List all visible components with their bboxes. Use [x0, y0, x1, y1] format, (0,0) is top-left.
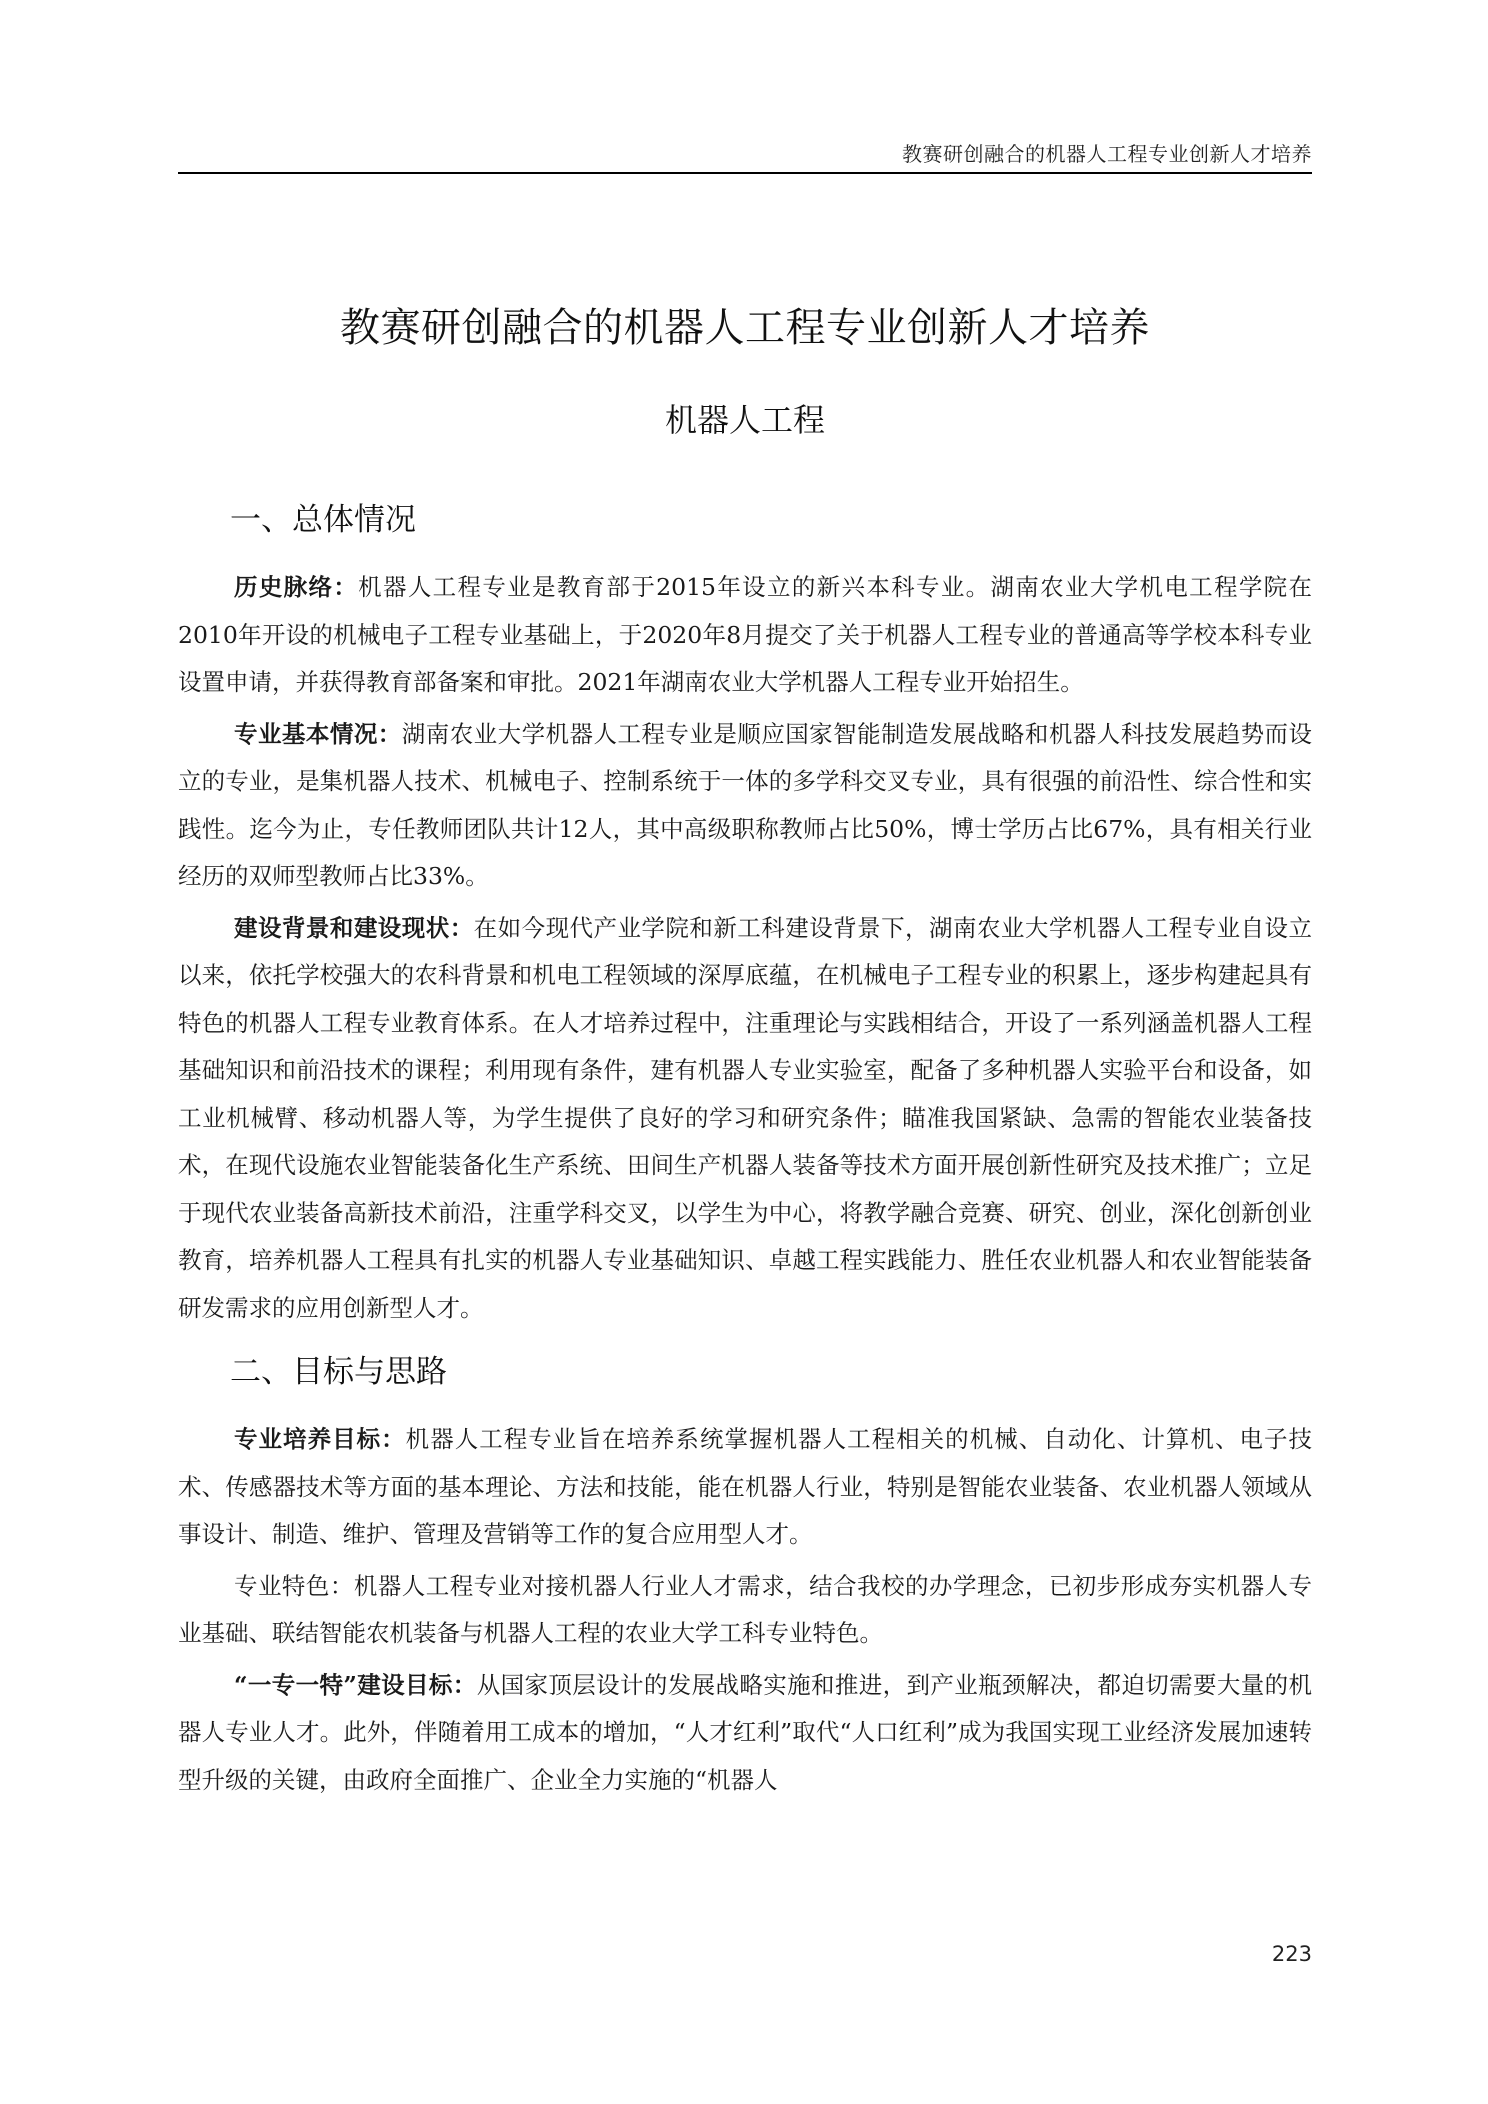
paragraph-text: 专业特色：机器人工程专业对接机器人行业人才需求，结合我校的办学理念，已初步形成夯实机器人专业基础、联结智能农机装备与机器人工程的农业大学工科专业特色。 [178, 1571, 1312, 1647]
paragraph-lead: 历史脉络： [234, 573, 359, 601]
running-header: 教赛研创融合的机器人工程专业创新人才培养 [902, 142, 1312, 166]
paragraph-background [178, 905, 1312, 1333]
paragraph-lead: 专业培养目标： [234, 1425, 406, 1453]
section-heading-goals: 二、目标与思路 [230, 1354, 447, 1390]
paragraph-text: 机器人工程专业是教育部于2015年设立的新兴本科专业。湖南农业大学机电工程学院在2010年开设的机械电子工程专业基础上，于2020年8月提交了关于机器人工程专业的普通高等学校本科专业设置申请，并获得教育部备案和审批。2021年湖南农业大学机器人工程专业开始招生。 [178, 573, 1312, 696]
paragraph-basic-info [178, 711, 1312, 901]
paragraph-construction-goal [178, 1662, 1312, 1805]
paragraph-features [178, 1563, 1312, 1658]
paragraph-history [178, 564, 1312, 707]
paragraph-lead: 建设背景和建设现状： [234, 913, 474, 942]
paragraph-text: 湖南农业大学机器人工程专业是顺应国家智能制造发展战略和机器人科技发展趋势而设立的专业，是集机器人技术、机械电子、控制系统于一体的多学科交叉专业，具有很强的前沿性、综合性和实践性。迄今为止，专任教师团队共计12人，其中高级职称教师占比50%，博士学历占比67%，具有相关行业经历的双师型教师占比33%。 [178, 719, 1313, 890]
paragraph-training-goal [178, 1416, 1312, 1559]
paragraph-lead: “一专一特”建设目标： [234, 1670, 477, 1699]
section-heading-overview: 一、总体情况 [230, 502, 416, 538]
document-title: 教赛研创融合的机器人工程专业创新人才培养 [340, 305, 1150, 351]
document-body [178, 490, 1312, 1808]
paragraph-text: 在如今现代产业学院和新工科建设背景下，湖南农业大学机器人工程专业自设立以来，依托学校强大的农科背景和机电工程领域的深厚底蕴，在机械电子工程专业的积累上，逐步构建起具有特色的机器人工程专业教育体系。在人才培养过程中，注重理论与实践相结合，开设了一系列涵盖机器人工程基础知识和前沿技术的课程；利用现有条件，建有机器人专业实验室，配备了多种机器人实验平台和设备，如工业机械臂、移动机器人等，为学生提供了良好的学习和研究条件；瞄准我国紧缺、急需的智能农业装备技术，在现代设施农业智能装备化生产系统、田间生产机器人装备等技术方面开展创新性研究及技术推广；立足于现代农业装备高新技术前沿，注重学科交叉，以学生为中心，将教学融合竞赛、研究、创业，深化创新创业教育，培养机器人工程具有扎实的机器人专业基础知识、卓越工程实践能力、胜任农业机器人和农业智能装备研发需求的应用创新型人才。 [178, 913, 1313, 1322]
page-number: 223 [1271, 1942, 1312, 1966]
header-rule [178, 172, 1312, 174]
paragraph-text: 从国家顶层设计的发展战略实施和推进，到产业瓶颈解决，都迫切需要大量的机器人专业人才。此外，伴随着用工成本的增加，“人才红利”取代“人口红利”成为我国实现工业经济发展加速转型升级的关键，由政府全面推广、企业全力实施的“机器人 [178, 1670, 1312, 1794]
paragraph-text: 机器人工程专业旨在培养系统掌握机器人工程相关的机械、自动化、计算机、电子技术、传感器技术等方面的基本理论、方法和技能，能在机器人行业，特别是智能农业装备、农业机器人领域从事设计、制造、维护、管理及营销等工作的复合应用型人才。 [178, 1425, 1313, 1548]
paragraph-lead: 专业基本情况： [234, 719, 402, 748]
document-subtitle: 机器人工程 [664, 401, 825, 439]
